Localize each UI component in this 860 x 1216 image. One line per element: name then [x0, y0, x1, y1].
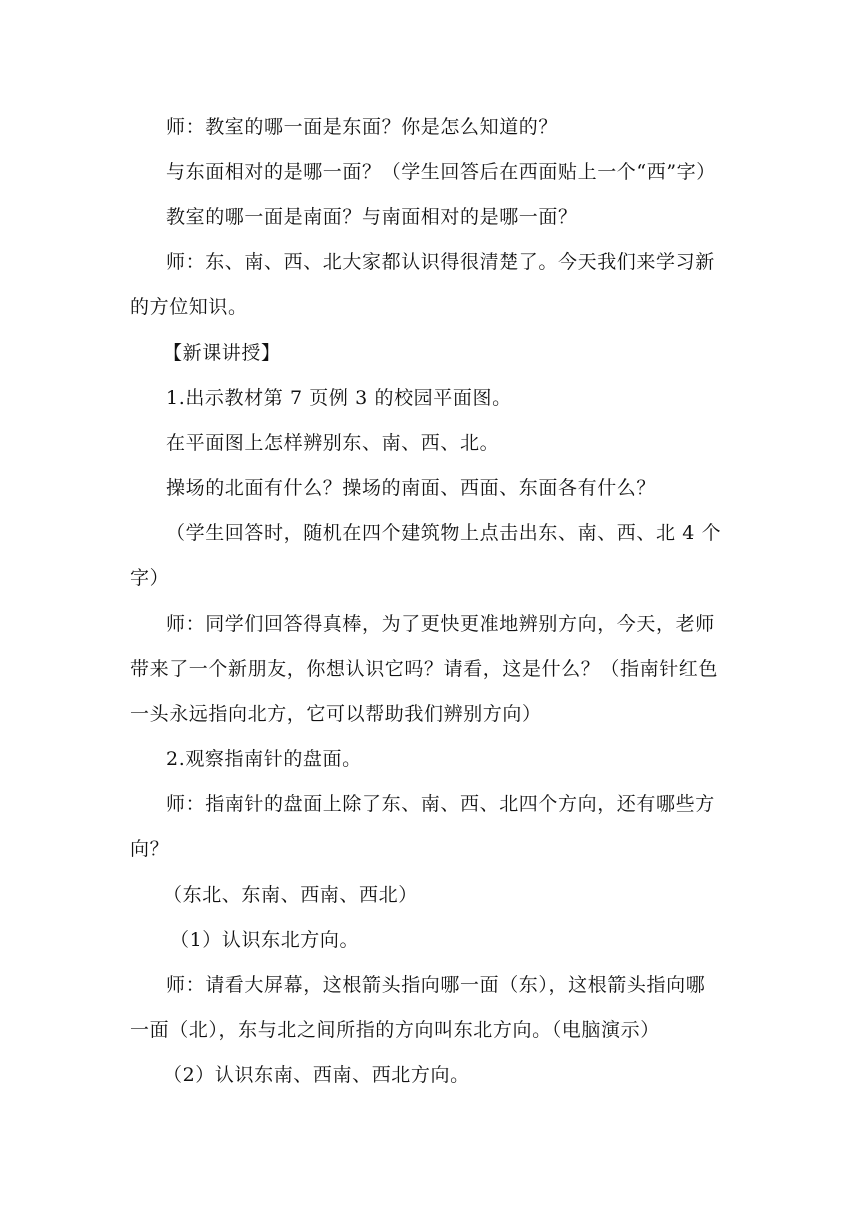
text-line: 带来了一个新朋友，你想认识它吗？请看，这是什么？（指南针红色 — [130, 658, 719, 680]
text-line: 1.出示教材第 7 页例 3 的校园平面图。 — [166, 387, 512, 409]
text-line: 与东面相对的是哪一面？（学生回答后在西面贴上一个“西”字） — [166, 161, 716, 183]
text-line: 师：请看大屏幕，这根箭头指向哪一面（东），这根箭头指向哪 — [166, 974, 706, 996]
text-line: 教室的哪一面是南面？与南面相对的是哪一面？ — [166, 206, 578, 228]
text-line: 师：东、南、西、北大家都认识得很清楚了。今天我们来学习新 — [166, 251, 715, 273]
text-line: （东北、东南、西南、西北） — [163, 884, 418, 906]
text-line: （1）认识东北方向。 — [170, 929, 360, 951]
text-line: 在平面图上怎样辨别东、南、西、北。 — [166, 432, 500, 454]
text-line: 师：指南针的盘面上除了东、南、西、北四个方向，还有哪些方 — [166, 793, 715, 815]
text-line: 字） — [130, 567, 170, 589]
text-line: 的方位知识。 — [130, 296, 248, 318]
text-line: （2）认识东南、西南、西北方向。 — [163, 1064, 470, 1086]
text-line: 2.观察指南针的盘面。 — [166, 748, 362, 770]
text-line: 一面（北），东与北之间所指的方向叫东北方向。（电脑演示） — [130, 1019, 660, 1041]
text-line: 操场的北面有什么？操场的南面、西面、东面各有什么？ — [166, 477, 657, 499]
text-line: 向？ — [130, 838, 170, 860]
section-heading: 【新课讲授】 — [163, 342, 281, 364]
text-line: （学生回答时，随机在四个建筑物上点击出东、南、西、北 4 个 — [166, 522, 722, 544]
text-line: 一头永远指向北方，它可以帮助我们辨别方向） — [130, 703, 542, 725]
text-line: 师：同学们回答得真棒，为了更快更准地辨别方向，今天，老师 — [166, 613, 715, 635]
text-line: 师：教室的哪一面是东面？你是怎么知道的？ — [166, 116, 559, 138]
